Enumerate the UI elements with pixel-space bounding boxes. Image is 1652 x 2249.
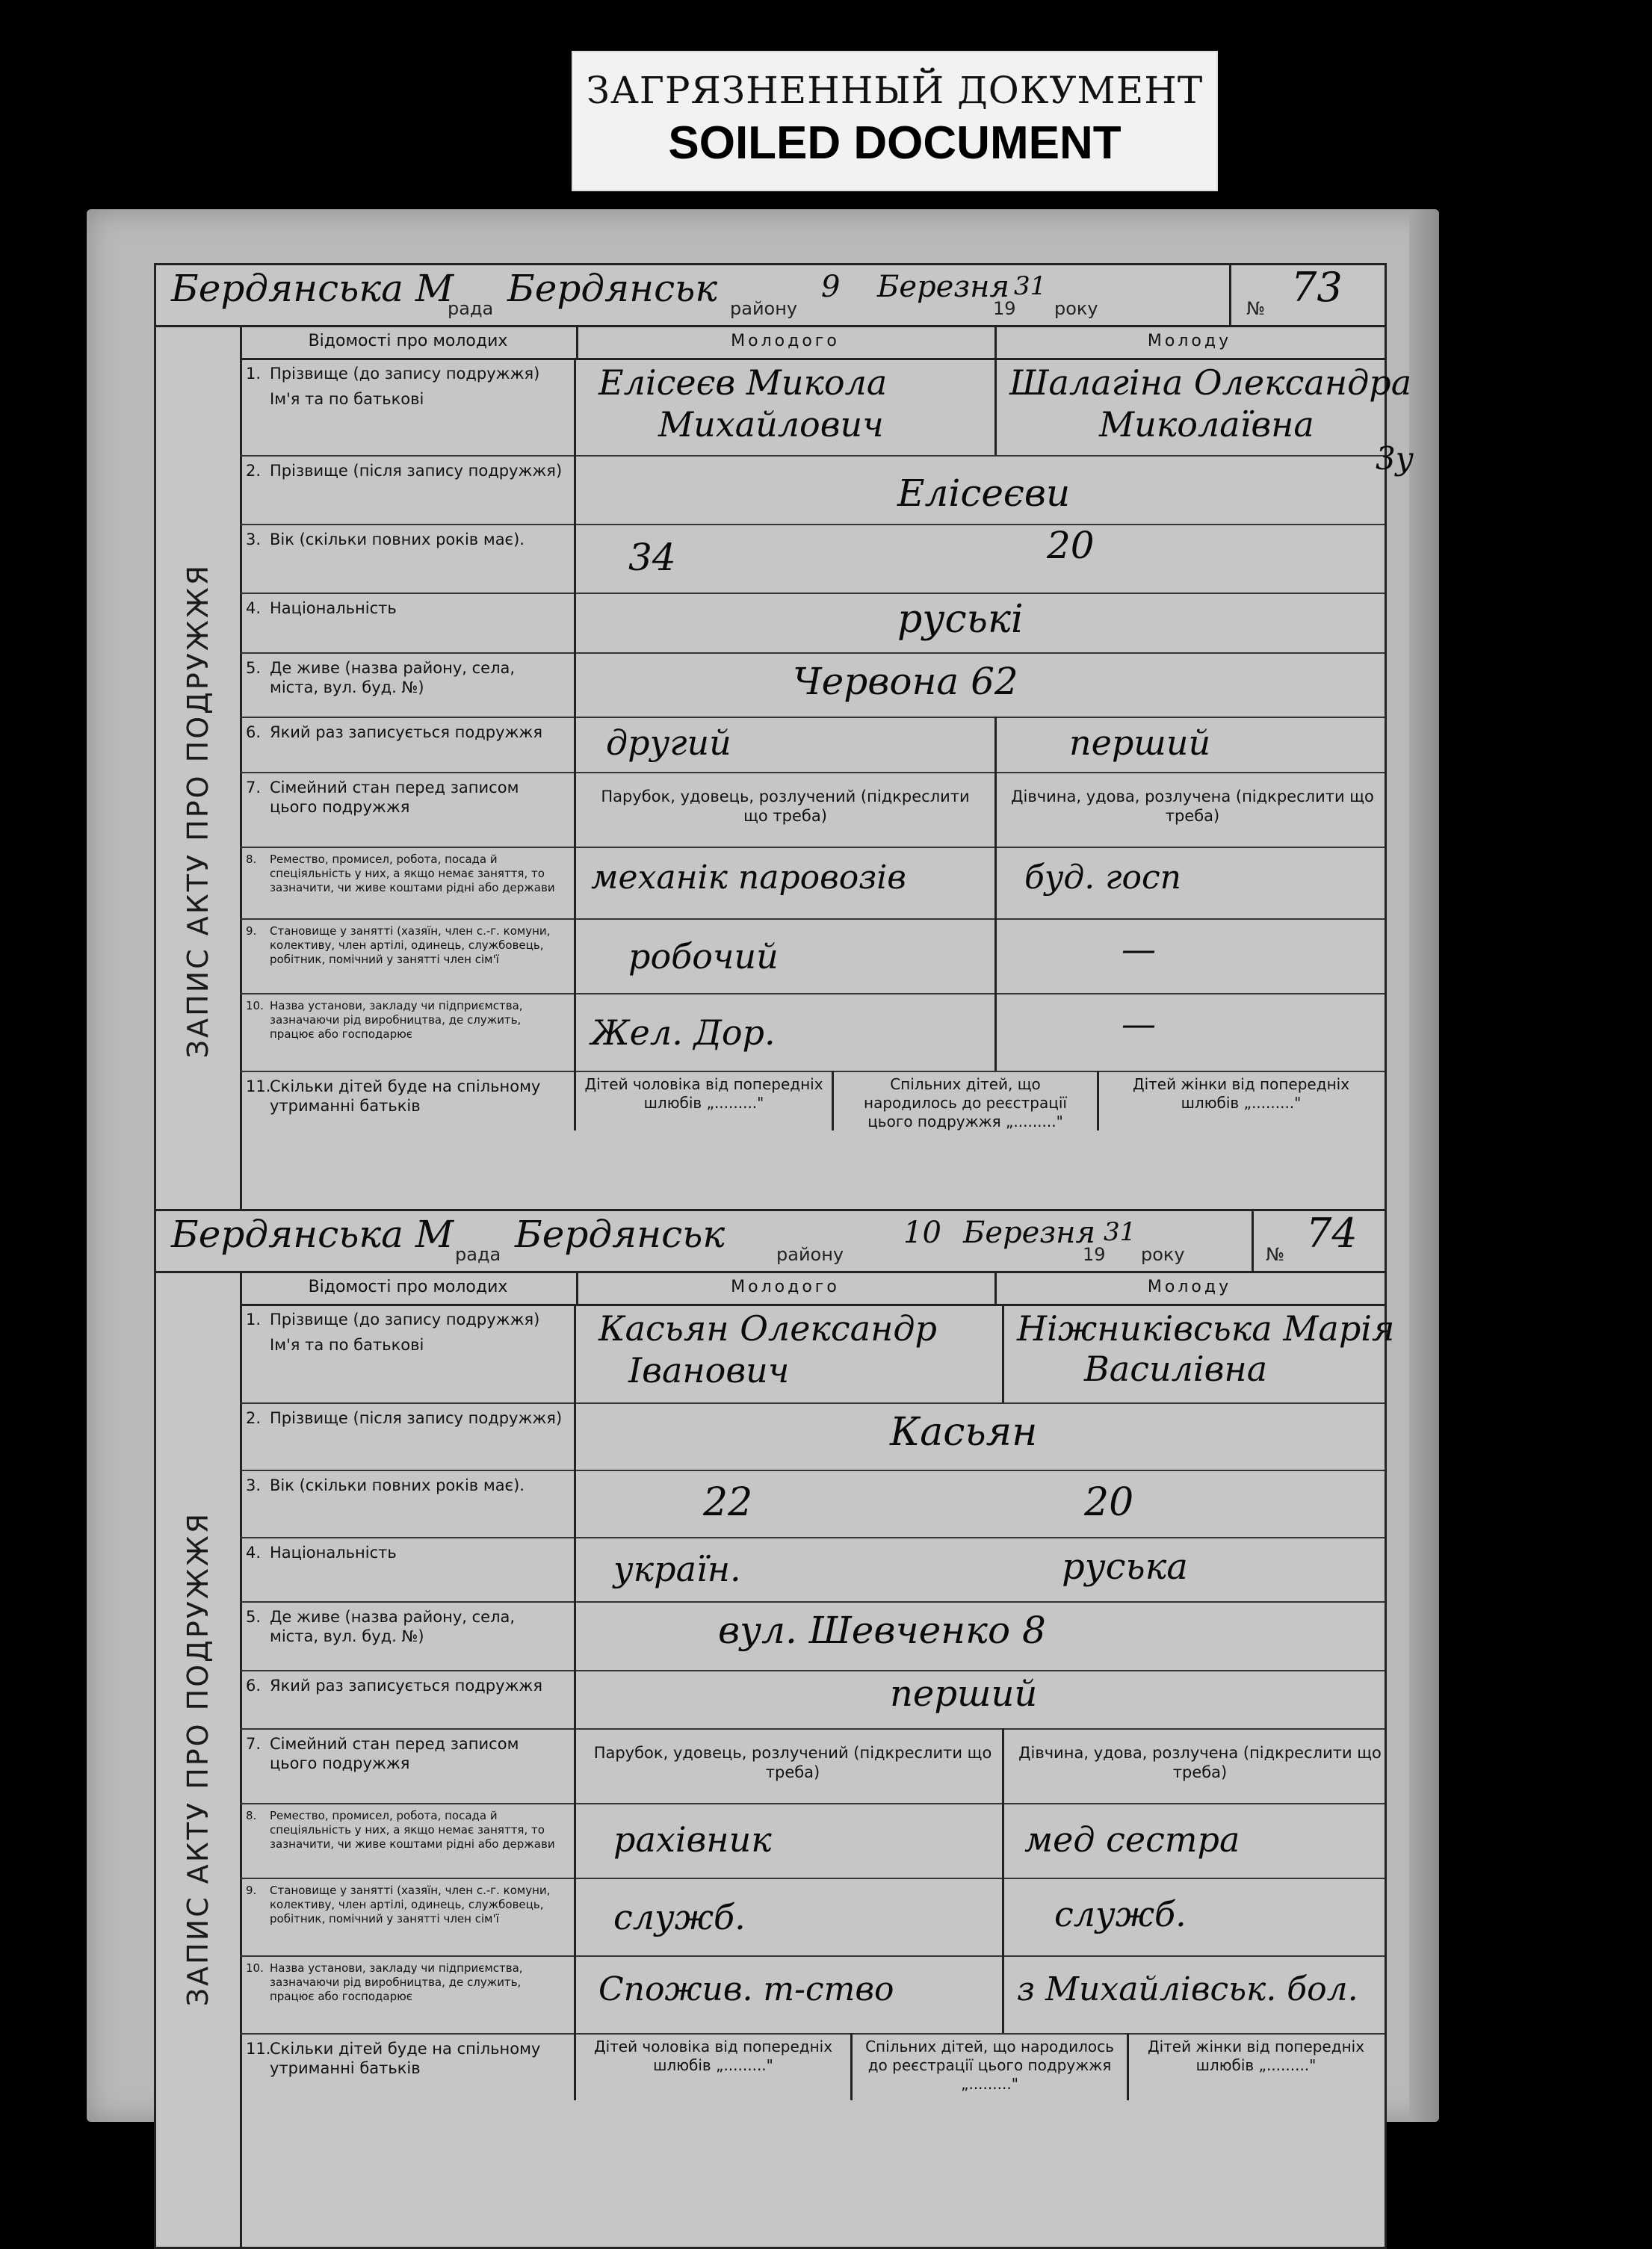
year-prefix: 19	[993, 298, 1016, 319]
bride-patronymic: Миколаївна	[1099, 404, 1314, 445]
record-number-box	[1252, 1211, 1385, 1271]
stamp-ru: ЗАГРЯЗНЕННЫЙ ДОКУМЕНТ	[586, 69, 1204, 112]
bride-employer: з Михайлівськ. бол.	[1017, 1970, 1358, 2008]
col-bride: Молоду	[994, 1271, 1385, 1306]
soiled-document-stamp	[572, 51, 1218, 191]
children-bride: Дітей жінки від попередніх шлюбів „........."	[1132, 1075, 1350, 1112]
nationality: руські	[897, 597, 1024, 642]
col-questions: Відомості про молодих	[240, 1271, 578, 1306]
row-address: 5. Де живе (назва району, села, міста, вул. буд. №) Червона 62	[240, 652, 1385, 718]
bride-surname: Ніжниківська Марія	[1017, 1308, 1395, 1349]
bride-employer: —	[1122, 1003, 1156, 1044]
margin-note: 3y	[1376, 440, 1414, 477]
row-surname-after: 2. Прізвище (після запису подружжя) Елісеєви	[240, 455, 1385, 525]
col-bride: Молоду	[994, 325, 1385, 360]
children-groom: Дітей чоловіка від попередніх шлюбів „........."	[576, 2033, 853, 2100]
roku-label: року	[1054, 298, 1098, 319]
bride-patronymic: Василівна	[1084, 1349, 1268, 1389]
groom-employer: Жел. Дор.	[591, 1012, 776, 1053]
row-age: 3. Вік (скільки повних років має). 34 20	[240, 524, 1385, 594]
groom-status-options: Парубок, удовець, розлучений (підкреслити що треба)	[601, 788, 970, 825]
row-children: 11. Скільки дітей буде на спільному утриманні батьків Дітей чоловіка від попередніх шлюбів „........." Спільних дітей, що народилось до реєстрації цього подружжя „........." Дітей жінки від попередніх шлюбів „........."	[240, 1071, 1385, 1130]
address: вул. Шевченко 8	[718, 1609, 1046, 1652]
groom-status-options: Парубок, удовець, розлучений (підкреслити що треба)	[593, 1744, 992, 1781]
children-common: Спільних дітей, що народилось до реєстрації цього подружжя „........."	[853, 2033, 1129, 2100]
row-marital-status: 7. Сімейний стан перед записом цього подружжя Парубок, удовець, розлучений (підкреслити що треба) Дівчина, удова, розлучена (підкреслити що треба)	[240, 1728, 1385, 1804]
rayon-value: Бердянськ	[507, 267, 718, 310]
groom-times: другий	[606, 723, 731, 763]
row-marital-status: 7. Сімейний стан перед записом цього подружжя Парубок, удовець, розлучений (підкреслити що треба) Дівчина, удова, розлучена (підкреслити що треба)	[240, 772, 1385, 848]
row-address: 5. Де живе (назва району, села, міста, вул. буд. №) вул. Шевченко 8	[240, 1601, 1385, 1671]
groom-surname: Касьян Олександр	[598, 1308, 937, 1349]
record-header	[156, 265, 1385, 327]
groom-employer: Спожив. т-ство	[598, 1970, 894, 2008]
bride-nationality: руська	[1062, 1546, 1188, 1588]
record-number-box	[1229, 265, 1385, 325]
row-children: 11. Скільки дітей буде на спільному утриманні батьків Дітей чоловіка від попередніх шлюбів „........." Спільних дітей, що народилось до реєстрації цього подружжя „........." Дітей жінки від попередніх шлюбів „........."	[240, 2033, 1385, 2100]
bride-times: перший	[1069, 723, 1211, 763]
rayon-label: району	[776, 1244, 844, 1265]
groom-position: робочий	[628, 936, 779, 977]
marriage-record-73	[154, 263, 1414, 1299]
row-occupation: 8. Ремество, промисел, робота, посада й спеціяльність у них, а якщо немає заняття, то зазначити, чи живе коштами рідні або держави рахівник мед сестра	[240, 1803, 1385, 1879]
groom-surname: Елісеєв Микола	[598, 362, 888, 403]
stamp-en: SOILED DOCUMENT	[668, 117, 1122, 169]
rada-value: Бердянська М	[171, 267, 454, 310]
record-grid	[240, 1271, 1395, 2247]
month-value: Березня	[963, 1216, 1095, 1250]
row-occupation: 8. Ремество, промисел, робота, посада й спеціяльність у них, а якщо немає заняття, то зазначити, чи живе коштами рідні або держави механік паровозів буд. госп	[240, 847, 1385, 920]
row-nationality: 4. Національність україн. руська	[240, 1537, 1385, 1603]
side-title-column	[156, 1271, 242, 2247]
marriage-record-74	[154, 1209, 1395, 2249]
bride-age: 20	[1047, 524, 1095, 567]
rada-value: Бердянська М	[171, 1213, 454, 1256]
bride-status-options: Дівчина, удова, розлучена (підкреслити що треба)	[1018, 1744, 1382, 1781]
document-page	[87, 209, 1439, 2122]
groom-age: 22	[703, 1480, 753, 1525]
groom-job: механік паровозів	[591, 859, 906, 897]
row-position: 9. Становище у занятті (хазяїн, член с.-г. комуни, колективу, член артілі, одинець, службовець, робітник, помічний у занятті член сім'ї служб. служб.	[240, 1878, 1385, 1957]
record-grid	[240, 325, 1414, 1296]
bride-surname: Шалагіна Олександра	[1009, 362, 1412, 403]
rada-label: рада	[455, 1244, 501, 1265]
bride-position: —	[1122, 929, 1156, 969]
month-value: Березня	[877, 270, 1009, 304]
roku-label: року	[1141, 1244, 1185, 1265]
times: перший	[890, 1673, 1038, 1715]
groom-patronymic: Михайлович	[658, 404, 884, 445]
address: Червона 62	[793, 660, 1018, 703]
page-edge	[1409, 209, 1439, 2122]
record-number: 73	[1291, 264, 1343, 311]
row-employer: 10. Назва установи, закладу чи підприємства, зазначаючи рід виробництва, де служить, працює або господарює Жел. Дор. —	[240, 993, 1385, 1072]
bride-status-options: Дівчина, удова, розлучена (підкреслити що треба)	[1011, 788, 1374, 825]
row-age: 3. Вік (скільки повних років має). 22 20	[240, 1470, 1385, 1538]
col-questions: Відомості про молодих	[240, 325, 578, 360]
row-surname-before: 1. Прізвище (до запису подружжя) Ім'я та по батькові Касьян Олександр Іванович Ніжниківська Марія Василівна	[240, 1304, 1385, 1404]
rayon-label: району	[730, 298, 798, 319]
surname-after: Елісеєви	[897, 471, 1071, 515]
groom-position: служб.	[613, 1897, 746, 1937]
row-position: 9. Становище у занятті (хазяїн, член с.-г. комуни, колективу, член артілі, одинець, службовець, робітник, помічний у занятті член сім'ї робочий —	[240, 918, 1385, 994]
day-value: 10	[903, 1216, 941, 1250]
day-value: 9	[821, 270, 841, 304]
groom-nationality: україн.	[613, 1549, 741, 1589]
bride-age: 20	[1084, 1480, 1134, 1525]
bride-position: служб.	[1054, 1894, 1187, 1934]
col-groom: Молодого	[576, 325, 997, 360]
record-header	[156, 1211, 1385, 1273]
bride-job: буд. госп	[1024, 859, 1181, 897]
number-label: №	[1266, 1244, 1284, 1265]
children-common: Спільних дітей, що народилось до реєстрації цього подружжя „........."	[834, 1071, 1099, 1130]
row-surname-after: 2. Прізвище (після запису подружжя) Касьян	[240, 1402, 1385, 1471]
children-bride: Дітей жінки від попередніх шлюбів „........."	[1147, 2038, 1365, 2074]
rayon-value: Бердянськ	[515, 1213, 726, 1256]
row-surname-before: 1. Прізвище (до запису подружжя) Ім'я та по батькові Елісеєв Микола Михайлович Шалагіна Олександра Миколаївна 3y	[240, 358, 1385, 457]
bride-job: мед сестра	[1024, 1819, 1240, 1860]
row-employer: 10. Назва установи, закладу чи підприємства, зазначаючи рід виробництва, де служить, працює або господарює Спожив. т-ство з Михайлівськ. бол.	[240, 1955, 1385, 2035]
rada-label: рада	[448, 298, 494, 319]
groom-patronymic: Іванович	[628, 1350, 790, 1390]
surname-after: Касьян	[890, 1410, 1038, 1455]
row-times: 6. Який раз записується подружжя перший	[240, 1670, 1385, 1730]
side-title: ЗАПИС АКТУ ПРО ПОДРУЖЖЯ	[182, 1511, 214, 2007]
year-prefix: 19	[1083, 1244, 1106, 1265]
col-groom: Молодого	[576, 1271, 997, 1306]
year-suffix: 31	[1014, 271, 1047, 301]
row-nationality: 4. Національність руські	[240, 593, 1385, 654]
groom-age: 34	[628, 536, 676, 579]
groom-job: рахівник	[613, 1819, 772, 1860]
side-title-column	[156, 325, 242, 1296]
number-label: №	[1246, 298, 1265, 319]
record-number: 74	[1306, 1210, 1358, 1257]
side-title: ЗАПИС АКТУ ПРО ПОДРУЖЖЯ	[182, 563, 214, 1059]
children-groom: Дітей чоловіка від попередніх шлюбів „........."	[576, 1071, 834, 1130]
row-times: 6. Який раз записується подружжя другий перший	[240, 717, 1385, 773]
year-suffix: 31	[1104, 1217, 1136, 1247]
